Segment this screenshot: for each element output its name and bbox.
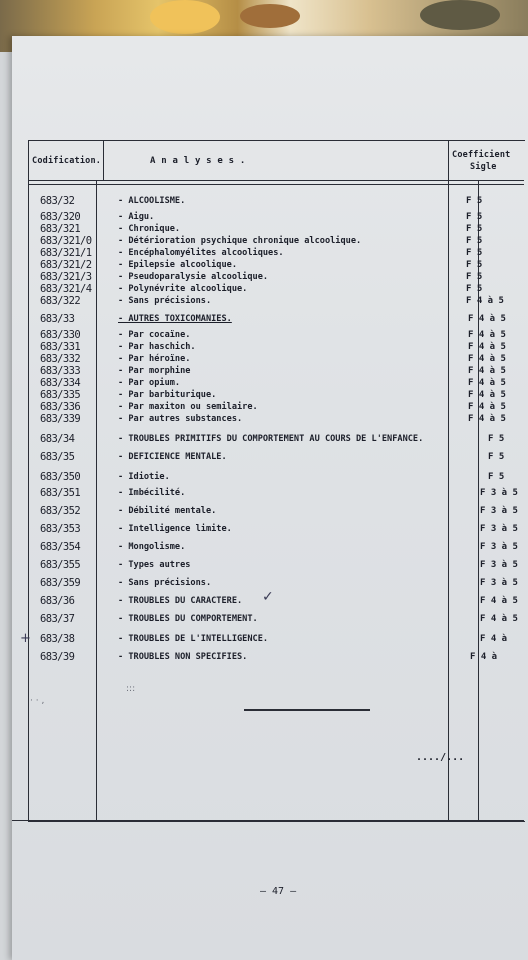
row-code: 683/335 <box>40 389 81 401</box>
row-description: - Sans précisions. <box>118 578 212 588</box>
row-code: 683/353 <box>40 523 81 535</box>
row-coefficient: F 4 à 5 <box>468 378 506 388</box>
row-description: - AUTRES TOXICOMANIES. <box>118 314 232 324</box>
row-coefficient: F 3 à 5 <box>480 560 518 570</box>
end-rule <box>244 709 370 711</box>
table-bottom-rule <box>12 820 524 821</box>
row-description: - TROUBLES NON SPECIFIES. <box>118 652 248 662</box>
row-code: 683/350 <box>40 471 81 483</box>
row-description: - Par haschich. <box>118 342 196 352</box>
row-coefficient: F 4 à 5 <box>480 614 518 624</box>
row-coefficient: F 5 <box>466 272 483 282</box>
column-divider-analyses <box>448 140 449 820</box>
faint-mark-2: ::: <box>126 684 136 694</box>
row-code: 683/352 <box>40 505 81 517</box>
header-bottom-rule-2 <box>28 184 524 185</box>
row-code: 683/321/1 <box>40 247 92 259</box>
row-code: 683/333 <box>40 365 81 377</box>
row-description: - Sans précisions. <box>118 296 212 306</box>
row-description: - TROUBLES DU COMPORTEMENT. <box>118 614 258 624</box>
row-code: 683/36 <box>40 595 75 607</box>
row-coefficient: F 4 à 5 <box>468 366 506 376</box>
row-code: 683/351 <box>40 487 81 499</box>
row-coefficient: F 5 <box>466 284 483 294</box>
row-coefficient: F 4 à 5 <box>468 354 506 364</box>
row-code: 683/355 <box>40 559 81 571</box>
row-description: - Par barbiturique. <box>118 390 217 400</box>
row-description: - Chronique. <box>118 224 181 234</box>
row-coefficient: F 5 <box>466 236 483 246</box>
row-description: - Par maxiton ou semilaire. <box>118 402 258 412</box>
row-description: - Imbécilité. <box>118 488 186 498</box>
row-coefficient: F 4 à <box>470 652 498 662</box>
column-divider-codes <box>96 180 97 820</box>
row-coefficient: F 3 à 5 <box>480 506 518 516</box>
row-code: 683/336 <box>40 401 81 413</box>
row-description: - Intelligence limite. <box>118 524 232 534</box>
row-coefficient: F 4 à 5 <box>466 296 504 306</box>
row-coefficient: F 4 à 5 <box>468 330 506 340</box>
row-code: 683/38 <box>40 633 75 645</box>
row-coefficient: F 4 à <box>480 634 508 644</box>
row-code: 683/359 <box>40 577 81 589</box>
row-code: 683/321 <box>40 223 81 235</box>
row-coefficient: F 3 à 5 <box>480 524 518 534</box>
row-code: 683/354 <box>40 541 81 553</box>
row-code: 683/330 <box>40 329 81 341</box>
row-coefficient: F 4 à 5 <box>468 402 506 412</box>
row-description: - Pseudoparalysie alcoolique. <box>118 272 269 282</box>
row-coefficient: F 5 <box>466 248 483 258</box>
header-bottom-rule <box>28 180 524 181</box>
row-description: - Aigu. <box>118 212 155 222</box>
row-description: - Types autres <box>118 560 191 570</box>
row-code: 683/34 <box>40 433 75 445</box>
row-coefficient: F 4 à 5 <box>468 414 506 424</box>
header-codification: Codification. <box>32 156 102 166</box>
row-description: - Polynévrite alcoolique. <box>118 284 248 294</box>
row-coefficient: F 5 <box>488 472 505 482</box>
row-description: - Par morphine <box>118 366 191 376</box>
row-description: - Idiotie. <box>118 472 170 482</box>
row-code: 683/321/3 <box>40 271 92 283</box>
row-description: - Par cocaïne. <box>118 330 191 340</box>
header-coefficient: Coefficient <box>452 150 511 160</box>
row-coefficient: F 3 à 5 <box>480 488 518 498</box>
row-code: 683/33 <box>40 313 75 325</box>
row-coefficient: F 5 <box>488 452 505 462</box>
row-description: - TROUBLES DU CARACTERE. <box>118 596 243 606</box>
row-coefficient: F 5 <box>488 434 505 444</box>
row-code: 683/321/4 <box>40 283 92 295</box>
row-coefficient: F 5 <box>466 224 483 234</box>
row-code: 683/334 <box>40 377 81 389</box>
row-description: - Débilité mentale. <box>118 506 217 516</box>
row-coefficient: F 5 <box>466 212 483 222</box>
row-code: 683/332 <box>40 353 81 365</box>
header-sigle: Sigle <box>470 162 497 172</box>
row-coefficient: F 3 à 5 <box>480 578 518 588</box>
row-description: - Par opium. <box>118 378 181 388</box>
row-coefficient: F 4 à 5 <box>468 314 506 324</box>
page-number: — 47 — <box>260 886 297 897</box>
row-code: 683/321/2 <box>40 259 92 271</box>
row-description: - Par héroïne. <box>118 354 191 364</box>
row-code: 683/39 <box>40 651 75 663</box>
row-coefficient: F 3 à 5 <box>480 542 518 552</box>
row-code: 683/321/0 <box>40 235 92 247</box>
row-coefficient: F 4 à 5 <box>468 390 506 400</box>
row-code: 683/35 <box>40 451 75 463</box>
row-coefficient: F 4 à 5 <box>480 596 518 606</box>
header-divider-left <box>103 140 104 180</box>
row-description: - Par autres substances. <box>118 414 243 424</box>
row-description: - Encéphalomyélites alcooliques. <box>118 248 284 258</box>
row-description: - Epilepsie alcoolique. <box>118 260 237 270</box>
row-description: - Mongolisme. <box>118 542 186 552</box>
pen-cross-mark: + <box>20 631 31 646</box>
row-description: - Détérioration psychique chronique alcoolique. <box>118 236 362 246</box>
row-description: - TROUBLES PRIMITIFS DU COMPORTEMENT AU COURS DE L'ENFANCE. <box>118 434 424 444</box>
row-code: 683/320 <box>40 211 81 223</box>
row-code: 683/339 <box>40 413 81 425</box>
row-description: - TROUBLES DE L'INTELLIGENCE. <box>118 634 269 644</box>
row-code: 683/322 <box>40 295 81 307</box>
row-description: - ALCOOLISME. <box>118 196 186 206</box>
continuation-mark: ..../... <box>416 752 465 763</box>
row-coefficient: F 5 <box>466 260 483 270</box>
row-code: 683/331 <box>40 341 81 353</box>
row-description: - DEFICIENCE MENTALE. <box>118 452 227 462</box>
header-analyses: A n a l y s e s . <box>150 156 246 166</box>
row-code: 683/32 <box>40 195 75 207</box>
pen-checkmark: ✓ <box>262 589 274 605</box>
row-code: 683/37 <box>40 613 75 625</box>
faint-mark: · · , <box>30 696 45 706</box>
row-coefficient: F 4 à 5 <box>468 342 506 352</box>
row-coefficient: F 5 <box>466 196 483 206</box>
